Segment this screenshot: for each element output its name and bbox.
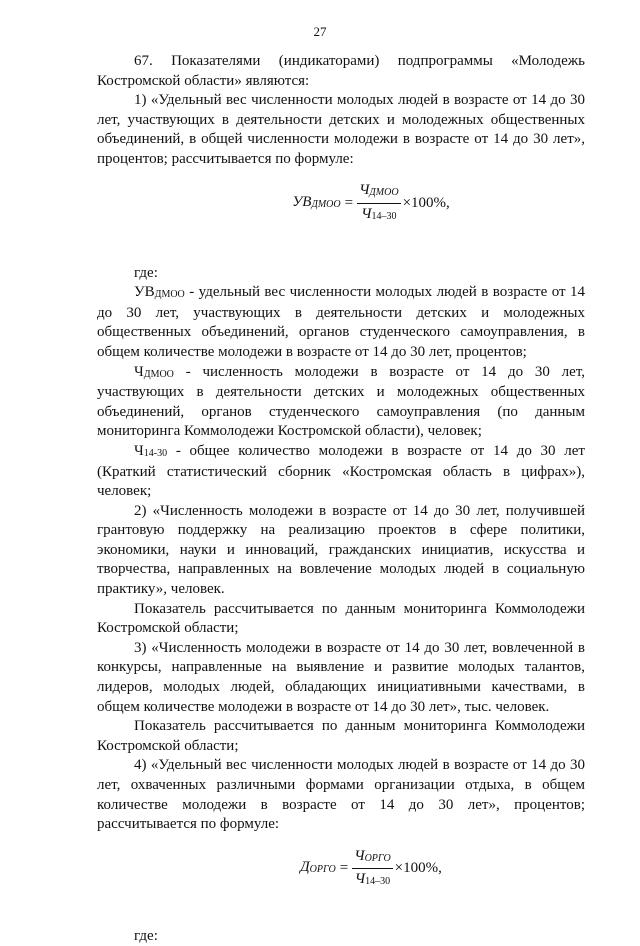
paragraph-67-text: 67. Показателями (индикаторами) подпрограммы «Молодежь Костромской области» являются: bbox=[97, 53, 585, 89]
paragraph-source-2: Показатель рассчитывается по данным мониторинга Коммолодежи Костромской области; bbox=[97, 600, 585, 637]
formula1-lhs: УВДМОО bbox=[292, 194, 341, 211]
paragraph-indicator-3: 3) «Численность молодежи в возрасте от 14 до 30 лет, вовлеченной в конкурсы, направленные на выявление и развитие молодых талантов, лидеров, молодых людей, обладающих инициативными качествами, в общем количестве молодежи в возрасте от 14 до 30 лет», тыс. человек. bbox=[97, 639, 585, 715]
where-label-1: где: bbox=[134, 264, 158, 281]
formula1-fraction bbox=[357, 181, 400, 225]
formula2-fraction bbox=[352, 847, 392, 891]
definition-uv-dmoo: УВДМОО - удельный вес численности молодых людей в возрасте от 14 до 30 лет, участвующих в деятельности детских и молодежных общественных объединений, органов студенческого самоуправления, в общем количестве молодежи в возрасте от 14 до 30 лет, процентов; bbox=[97, 284, 585, 360]
paragraph-source-3: Показатель рассчитывается по данным мониторинга Коммолодежи Костромской области; bbox=[97, 718, 585, 754]
paragraph-indicator-2: 2) «Численность молодежи в возрасте от 14 до 30 лет, получившей грантовую поддержку на реализацию проектов в сфере политики, экономики, науки и инноваций, гражданских инициатив, искусства и творчества, направленных на вовлечение молодых людей в социальную практику», человек. bbox=[97, 502, 585, 598]
paragraph-indicator-4: 4) «Удельный вес численности молодых людей в возрасте от 14 до 30 лет, охваченных различными формами организации отдыха, в общем количестве молодежи в возрасте от 14 до 30 лет», процентов; рассчитывается по формуле: bbox=[97, 757, 585, 833]
paragraph-67 bbox=[97, 52, 585, 91]
paragraph-indicator-1-text: 1) «Удельный вес численности молодых людей в возрасте от 14 до 30 лет, участвующих в деятельности детских и молодежных общественных объединений, в общей численности молодежи в возрасте от 14 до 30 лет», процентов; рассчитывается по формуле: bbox=[97, 92, 585, 167]
paragraph-indicator-1 bbox=[97, 91, 585, 169]
formula2-lhs: ДОРГО bbox=[300, 859, 336, 876]
formula1-numerator: ЧДМОО bbox=[357, 181, 400, 204]
formula2-numerator: ЧОРГО bbox=[352, 847, 392, 870]
definition-ch-14-30: Ч14-30 - общее количество молодежи в возрасте от 14 до 30 лет (Краткий статистический сборник «Костромская область в цифрах»), человек; bbox=[97, 442, 585, 500]
document-body bbox=[97, 52, 585, 946]
formula2-equals: = bbox=[339, 859, 349, 876]
definition-ch-dmoo: ЧДМОО - численность молодежи в возрасте от 14 до 30 лет, участвующих в деятельности детских и молодежных общественных объединений, органов студенческого самоуправления (по данным мониторинга Коммолодежи Костромской области), человек; bbox=[97, 363, 585, 440]
formula-uv-dmoo bbox=[157, 182, 585, 226]
formula1-denominator: Ч14–30 bbox=[361, 206, 397, 223]
formula2-denominator: Ч14–30 bbox=[354, 871, 391, 888]
formula1-equals: = bbox=[344, 194, 354, 211]
formula1-multiplier: ×100%, bbox=[402, 194, 450, 211]
where-label-2: где: bbox=[134, 927, 158, 944]
formula-d-orgo bbox=[157, 847, 585, 891]
formula2-multiplier: ×100%, bbox=[394, 859, 442, 876]
page-number: 27 bbox=[313, 24, 327, 39]
